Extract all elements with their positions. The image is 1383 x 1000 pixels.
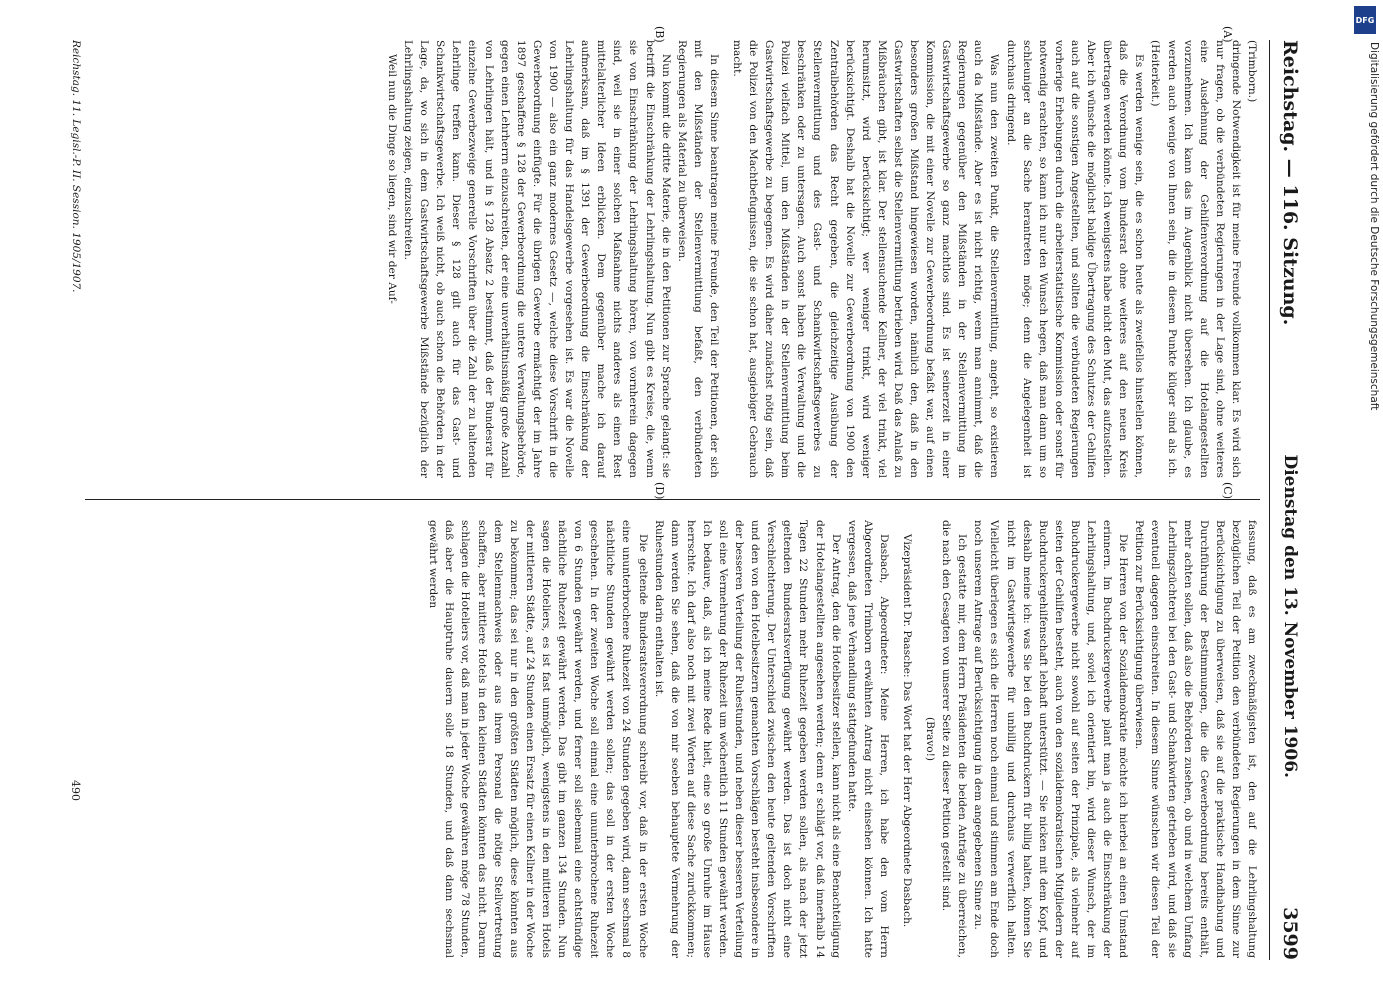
right-column [85, 520, 1260, 958]
paragraph: fassung, daß es am zweckmäßigsten ist, den auf die Lehrlingshaltung bezüglichen Teil der Petition den verbündeten Regierungen in dem Sinne zur Berücksichtigung zu überweisen, daß sie auf die praktische Handhabung und Durchführung der Bestimmungen, die die Gewerbeordnung bereits enthält, mehr achten sollen, daß also die Behörden zusehen, ob und in welchem Umfang Lehrlingszüchterei bei den Gast- und Schankwirten getrieben wird, und daß sie eventuell dagegen einschreiten. In diesem Sinne wünschen wir diesen Teil der Petition zur Berücksichtigung überwiesen. [1133, 520, 1258, 958]
paragraph: Die Herren von der Sozialdemokratie möchte ich hierbei an einen Umstand erinnern. Im Buchdruckergewerbe plant man ja auch die Einschränkung der Lehrlingshaltung, und, soviel ich orientiert bin, wird dieser Wunsch, der im Buchdruckergewerbe nicht sowohl auf seiten der Prinzipale, als vielmehr auf seiten der Gehilfen besteht, auch von den sozialdemokratischen Mitgliedern der Buchdruckergehilfenschaft lebhaft unterstützt. — Sie nicken mit dem Kopf, und deshalb meine ich: was Sie bei den Buchdruckern für billig halten, können Sie nicht im Gastwirtsgewerbe für unbillig und durchaus verwerflich halten. Vielleicht überlegen es sich die Herren noch einmal und stimmen am Ende doch noch unserem Antrage auf Berücksichtigung in dem angegebenen Sinne zu. [972, 520, 1130, 958]
margin-marker-a: (A) [1221, 26, 1234, 43]
paragraph: Die geltende Bundesratsverordnung schreibt vor, daß in der ersten Woche eine ununterbrochene Ruhezeit von 24 Stunden gegeben wird, dann sechsmal 8 nächtliche Stunden gewährt werden sollen; das soll in der ersten Woche geschehen. In der zweiten Woche soll einmal eine ununterbrochene Ruhezeit von 6 Stunden gewährt werden, und ferner soll siebenmal eine achtstündige nächtliche Ruhezeit gewährt werden. Das gibt im ganzen 134 Stunden. Nun sagen die Hoteliers, es ist fast unmöglich, wenigstens in den mittleren Hotels der mittleren Städte, auf 24 Stunden einen Ersatz für einen Kellner in der Woche zu bekommen; das sei nur in den größten Städten möglich, diese könnten aus dem Stellenmachweis oder aus ihrem Personal die nötige Stellvertretung schaffen, aber mittlere Hotels in den kleinen Städten könnten das nicht. Darum schlagen die Hoteliers vor, daß man in jeder Woche gewähren möge 78 Stunden, daß aber die Hauptruhe dauern solle 18 Stunden, und daß dann sechsmal gewährt werden [427, 520, 649, 958]
page-number: 3599 [1279, 907, 1301, 960]
paragraph: Ich gestatte mir, dem Herrn Präsidenten die beiden Anträge zu überreichen, die nach den Gesagten von unserer Seite zu dieser Petition gestellt sind. [940, 520, 969, 958]
left-column [85, 40, 1260, 478]
funding-credit: Digitalisierung gefördert durch die Deutsche Forschungsgemeinschaft [1368, 42, 1380, 411]
column-divider [85, 499, 1260, 500]
paragraph: Nun kommt die dritte Materie, die in den Petitionen zur Sprache gelangt: sie betrifft die Einschränkung der Lehrlingshaltung. Nun gibt es Kreise, die, wenn sie von Einschränkung der Lehrlingshaltung hören, von vornherein dagegen sind, weil sie in einer solchen Maßnahme nichts anderes als einen Rest mittelalterlicher Ideen erblicken. Dem gegenüber mache ich darauf aufmerksam, daß im § 1391 der Gewerbeordnung die Einschränkung der Lehrlingshaltung für das Handelsgewerbe vorgesehen ist. Es war die Novelle von 1900 — also ein ganz modernes Gesetz —, welche diese Vorschrift in die Gewerbeordnung einfügte. Für die übrigen Gewerbe ermächtigt der im Jahre 1897 geschaffene § 128 der Gewerbeordnung die untere Verwaltungsbehörde, gegen einen Lehrherrn einzuschreiten, der eine unverhältnismäßig große Anzahl von Lehrlingen hält, und in § 128 Absatz 2 bestimmt, daß der Bundesrat für einzelne Gewerbezweige generelle Vorschriften über die Zahl der zu haltenden Lehrlinge treffen kann. Dieser § 128 gilt auch für das Gast- und Schankwirtschaftsgewerbe. Ich weiß nicht, ob auch schon die Behörden in der Lage, da, wo sich in dem Gastwirtschaftsgewerbe Mißstände bezüglich der Lehrlingshaltung zeigen, einzuschreiten. [402, 40, 672, 478]
page-header [1269, 40, 1310, 960]
margin-marker-c: (C) [1221, 482, 1234, 499]
paragraph: Es werden wenige sein, die es schon heute als zweifellos hinstellen können, daß die Verordnung vom Bundesrat ohne weiteres auf den neuen Kreis übertragen werden könnte. Ich wenigstens habe nicht den Mut, das aufzustellen. Aber ich wünsche die möglichst baldige Übertragung des Schutzes der Gehilfen auch auf die sonstigen Angestellten, und sollten die verbündeten Regierungen vorherige Erhebungen durch die arbeiterstatistische Kommission oder sonst für notwendig erachten, so kann ich nur den Wunsch hegen, daß man dann um so schleuniger an die Sache herantreten möge; denn die Angelegenheit ist durchaus dringend. [1004, 40, 1146, 478]
paragraph: Was nun den zweiten Punkt, die Stellenvermittlung, angeht, so existieren auch da Mißstände. Aber es ist nicht richtig, wenn man annimmt, daß die Regierungen gegenüber den Mißständen in der Stellenvermittlung im Gastwirtschaftsgewerbe so ganz machtlos sind. Es ist seinerzeit in einer Kommission, die mit einer Novelle zur Gewerbeordnung befaßt war, auf einen besonders großen Mißstand hingewiesen worden, nämlich den, daß in den Gastwirtschaften selbst die Stellenvermittlung betrieben wird. Daß das Anlaß zu Mißbräuchen gibt, ist klar. Der stellensuchende Kellner, der viel trinkt, viel herumsitzt, wird berücksichtigt; wer weniger trinkt, wird weniger berücksichtigt. Deshalb hat die Novelle zur Gewerbeordnung von 1900 den Zentralbehörden das Recht gegeben, die gleichzeitige Ausübung der Stellenvermittlung und des Gast- und Schankwirtschaftsgewerbes zu beschränken oder zu untersagen. Auch sonst haben die Verwaltung und die Polizei vielfach Mittel, um den Mißständen in der Stellenvermittlung beim Gastwirtschaftsgewerbe zu begegnen. Es wird daher zunächst nötig sein, daß die Polizei von den Machtbefugnissen, die sie schon hat, ausgiebiger Gebrauch macht. [731, 40, 1001, 478]
scanned-page [18, 0, 1318, 1000]
applause-note: (Bravo!) [924, 716, 937, 762]
header-left: Reichstag. — 116. Sitzung. [1279, 40, 1301, 326]
paragraph: Der Antrag, den die Hotelbesitzer stellen, kann nicht als eine Benachteiligung der Hotelangestellten angesehen werden; denn er schlägt vor, daß innerhalb 14 Tagen 22 Stunden mehr Ruhezeit gegeben werden sollen, als nach der jetzt geltenden Bundesratsverfügung gewährt werden. Das ist doch nicht eine Verschlechterung. Der Unterschied zwischen den heute geltenden Vorschriften und den von den Hotelbesitzern gemachten Vorschlägen besteht insbesondere in der besseren Verteilung der Ruhestunden, und neben dieser besseren Verteilung soll eine Vermehrung der Ruhezeit um wöchentlich 11 Stunden gewährt werden. Ich bedaure, daß, als ich meine Rede hielt, eine so große Unruhe im Hause herrschte. Ich darf also noch mit zwei Worten auf diese Sache zurückkommen; dann werden Sie sehen, daß die von mir soeben behauptete Vermehrung der Ruhestunden darin enthalten ist. [652, 520, 842, 958]
margin-marker-b: (B) [653, 26, 666, 43]
sheet-number: 490 [69, 780, 82, 801]
paragraph: dringende Notwendigkeit ist für meine Freunde vollkommen klar. Es wird sich nur fragen, ob die verbündeten Regierungen in der Lage sind, ohne weiteres eine Ausdehnung der Gehilfenverordnung auf die Hotelangestellten vorzunehmen. Ich kann das im Augenblick nicht übersehen. Ich glaube, es werden auch wenige von Ihnen sein, die in diesem Punkte klüger sind als ich. (Heiterkeit.) [1149, 40, 1242, 478]
page-footer: Reichstag. 11. Legisl.-P. II. Session. 1905/1907. [70, 40, 82, 293]
paragraph: Dasbach, Abgeordneter: Meine Herren, ich habe den vom Herrn Abgeordneten Trimborn erwähnten Antrag nicht einsehen können. Ich hatte vergessen, daß jene Verhandlung stattgefunden hatte. [845, 520, 890, 958]
paragraph: Vizepräsident Dr. Paasche: Das Wort hat der Herr Abgeordnete Dasbach. [901, 534, 914, 928]
dfg-logo: DFG [1354, 6, 1376, 34]
speaker-tag: (Trimborn.) [1246, 40, 1258, 103]
paragraph: Weil nun die Dinge so liegen, sind wir der Auf- [386, 54, 399, 304]
paragraph: In diesem Sinne beantragen meine Freunde, den Teil der Petitionen, der sich mit den Mißständen der Stellenvermittlung befaßt, den verbündeten Regierungen als Material zu überweisen. [675, 40, 720, 478]
header-date: Dienstag den 13. November 1906. [1280, 454, 1300, 778]
margin-marker-d: (D) [653, 482, 666, 500]
digitization-sidebar [1352, 0, 1383, 1000]
